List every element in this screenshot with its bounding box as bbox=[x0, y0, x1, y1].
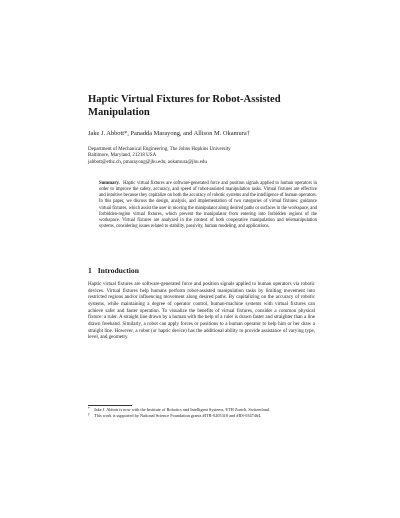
affiliation-emails: jabbott@ethz.ch, pmarayong@jhu.edu, aokamura@jhu.edu bbox=[88, 159, 207, 165]
section-number: 1 bbox=[88, 266, 92, 275]
footnote-1-mark: * bbox=[88, 407, 90, 411]
abstract-label: Summary. bbox=[99, 181, 120, 186]
intro-paragraph: Haptic virtual fixtures are software-generated force and position signals applied to human operators via robotic devices. Virtual fixtures help humans perform robot-assisted manipulation tasks by limiting movement into restricted regions and/or influencing movement along desired paths. By capitalizing on the accuracy of robotic systems, while maintaining a degree of operator control, human-machine systems with virtual fixtures can achieve safer and faster operation. To visualize the benefits of virtual fixtures, consider a common physical fixture: a ruler. A straight line drawn by a human with the help of a ruler is drawn faster and straighter than a line drawn freehand. Similarly, a robot can apply forces or positions to a human operator to help him or her draw a straight line. However, a robot (or haptic device) has the additional ability to provide assistance of varying type, level, and geometry. bbox=[88, 281, 315, 341]
affiliation-location: Baltimore, Maryland, 21218 USA bbox=[88, 153, 157, 159]
abstract-text: Haptic virtual fixtures are software-generated force and position signals applied to human operators in order to improve the safety, accuracy, and speed of robot-assisted manipulation tasks. Virtual fixtures are effective and intuitive because they capitalize on both the accuracy of robotic systems and the intelligence of human operators. In this paper, we discuss the design, analysis, and implementation of two categories of virtual fixtures: guidance virtual fixtures, which assist the user in moving the manipulator along desired paths or surfaces in the workspace, and forbidden-region virtual fixtures, which prevent the manipulator from entering into forbidden regions of the workspace. Virtual fixtures are analyzed in the context of both cooperative manipulation and telemanipulation systems, considering issues related to stability, passivity, human modeling, and applications. bbox=[99, 181, 318, 230]
footnote-2-mark: † bbox=[88, 412, 90, 417]
affiliation-block bbox=[88, 147, 328, 166]
footnotes bbox=[88, 407, 315, 418]
footnote-2 bbox=[88, 413, 315, 419]
paper-title: Haptic Virtual Fixtures for Robot-Assisted Manipulation bbox=[88, 94, 281, 118]
affiliation-department: Department of Mechanical Engineering, The Johns Hopkins University bbox=[88, 147, 231, 152]
section-title: Introduction bbox=[97, 266, 139, 275]
footnote-rule bbox=[88, 405, 132, 406]
section-heading bbox=[88, 266, 328, 276]
footnote-2-text: This work is supported by National Science Foundation grants #ITR-0205318 and #IIS-0347464. bbox=[94, 412, 262, 418]
footnote-1-text: Jake J. Abbott is now with the Institute of Robotics and Intelligent Systems, ETH Zurich, Switzerland. bbox=[94, 407, 271, 412]
author-list: Jake J. Abbott*, Panadda Marayong, and Allison M. Okamura† bbox=[88, 130, 250, 137]
abstract bbox=[99, 181, 317, 230]
